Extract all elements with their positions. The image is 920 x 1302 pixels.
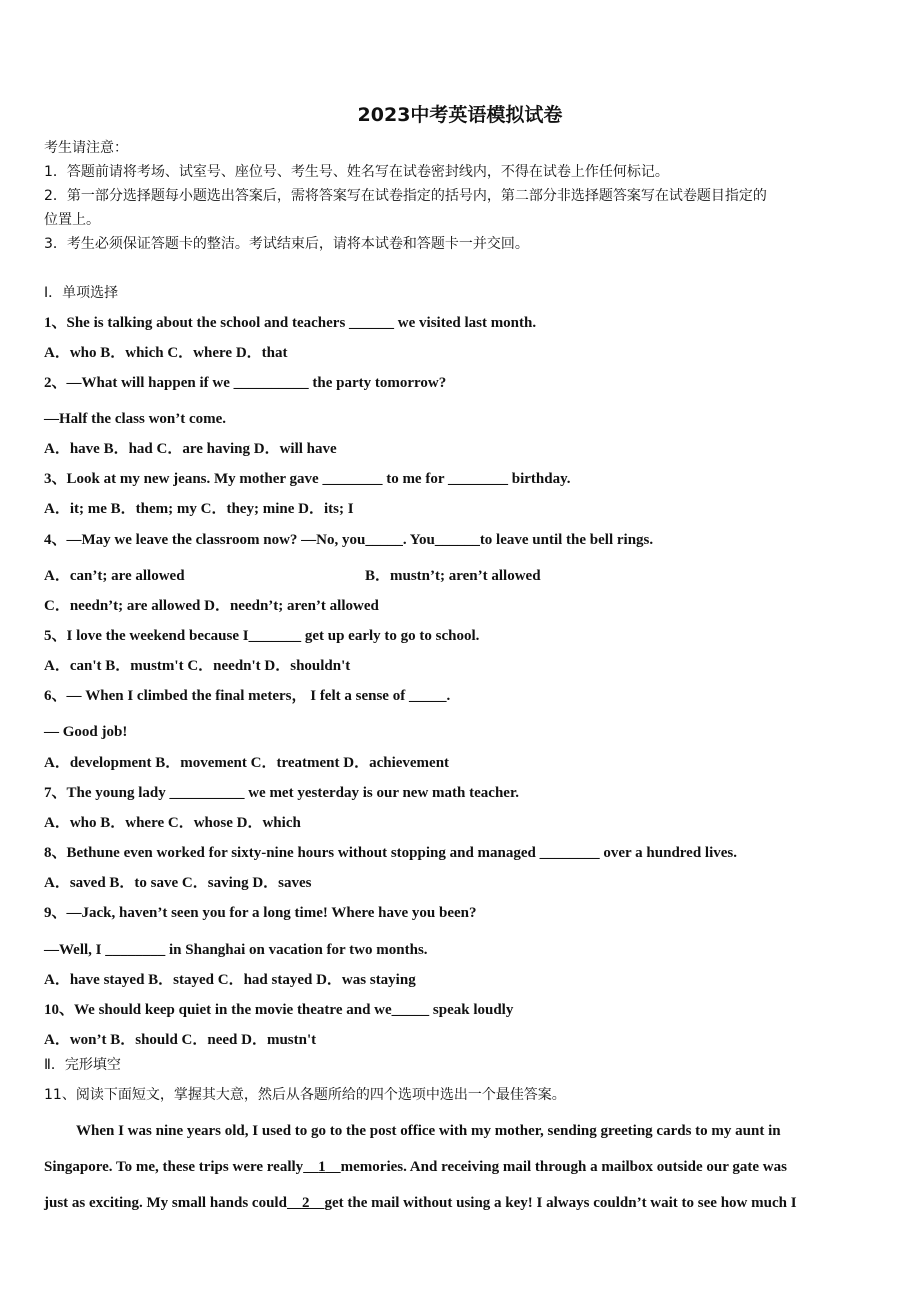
notice-item: 1．答题前请将考场、试室号、座位号、考生号、姓名写在试卷密封线内，不得在试卷上作任何标记。 <box>44 164 669 180</box>
options-line: A．can’t; are allowed <box>44 568 185 584</box>
question-line: 7、The young lady __________ we met yesterday is our new math teacher. <box>44 785 519 801</box>
page-title: 2023中考英语模拟试卷 <box>357 104 563 126</box>
question-line: 8、Bethune even worked for sixty-nine hours without stopping and managed ________ over a hundred lives. <box>44 845 738 861</box>
question-line: 9、—Jack, haven’t seen you for a long time! Where have you been? <box>44 905 477 921</box>
passage-text: memories. And receiving mail through a mailbox outside our gate was <box>340 1159 787 1175</box>
passage-text: just as exciting. My small hands could <box>44 1195 287 1211</box>
options-line: A．have B．had C．are having D．will have <box>44 441 337 457</box>
question-line: 10、We should keep quiet in the movie theatre and we_____ speak loudly <box>44 1002 514 1018</box>
question-line: 3、Look at my new jeans. My mother gave ________ to me for ________ birthday. <box>44 471 571 487</box>
question-line: 6、— When I climbed the final meters， I felt a sense of _____. <box>44 688 451 704</box>
options-line: A．saved B．to save C．saving D．saves <box>44 875 312 891</box>
passage-line <box>44 1157 787 1177</box>
notice-item: 3．考生必须保证答题卡的整洁。考试结束后，请将本试卷和答题卡一并交回。 <box>44 236 529 252</box>
options-line: A．can't B．mustm't C．needn't D．shouldn't <box>44 658 351 674</box>
notice-item: 位置上。 <box>44 212 100 228</box>
passage-line <box>44 1193 797 1213</box>
passage-text: get the mail without using a key! I always couldn’t wait to see how much I <box>324 1195 797 1211</box>
cloze-blank <box>303 1159 341 1175</box>
section-heading: Ⅱ．完形填空 <box>44 1057 121 1073</box>
options-line: A．development B．movement C．treatment D．achievement <box>44 755 450 771</box>
cloze-instruction: 11、阅读下面短文，掌握其大意，然后从各题所给的四个选项中选出一个最佳答案。 <box>44 1087 566 1103</box>
passage-text: Singapore. To me, these trips were really <box>44 1159 304 1175</box>
question-line: 1、She is talking about the school and teachers ______ we visited last month. <box>44 315 537 331</box>
cloze-blank <box>287 1195 325 1211</box>
section-heading: Ⅰ．单项选择 <box>44 285 119 301</box>
options-line: B．mustn’t; aren’t allowed <box>365 568 541 584</box>
question-line: 2、—What will happen if we __________ the party tomorrow? <box>44 375 447 391</box>
notice-heading: 考生请注意： <box>44 140 128 156</box>
passage-line: When I was nine years old, I used to go to the post office with my mother, sending greeting cards to my aunt in <box>76 1123 781 1139</box>
question-line: —Well, I ________ in Shanghai on vacation for two months. <box>44 942 428 958</box>
blank-number: 1 <box>318 1159 326 1175</box>
question-line: 5、I love the weekend because I_______ get up early to go to school. <box>44 628 480 644</box>
options-line: A．have stayed B．stayed C．had stayed D．was staying <box>44 972 416 988</box>
options-line: C．needn’t; are allowed D．needn’t; aren’t allowed <box>44 598 379 614</box>
question-line: 4、—May we leave the classroom now? —No, you_____. You______to leave until the bell rings. <box>44 532 654 548</box>
options-line: A．won’t B．should C．need D．mustn't <box>44 1032 317 1048</box>
options-line: A．who B．where C．whose D．which <box>44 815 301 831</box>
blank-number: 2 <box>301 1195 310 1211</box>
question-line: —Half the class won’t come. <box>44 411 227 427</box>
question-line: — Good job! <box>44 724 128 740</box>
options-line: A．who B．which C．where D．that <box>44 345 288 361</box>
notice-item: 2．第一部分选择题每小题选出答案后，需将答案写在试卷指定的括号内，第二部分非选择题答案写在试卷题目指定的 <box>44 188 767 204</box>
options-line: A．it; me B．them; my C．they; mine D．its; I <box>44 501 354 517</box>
